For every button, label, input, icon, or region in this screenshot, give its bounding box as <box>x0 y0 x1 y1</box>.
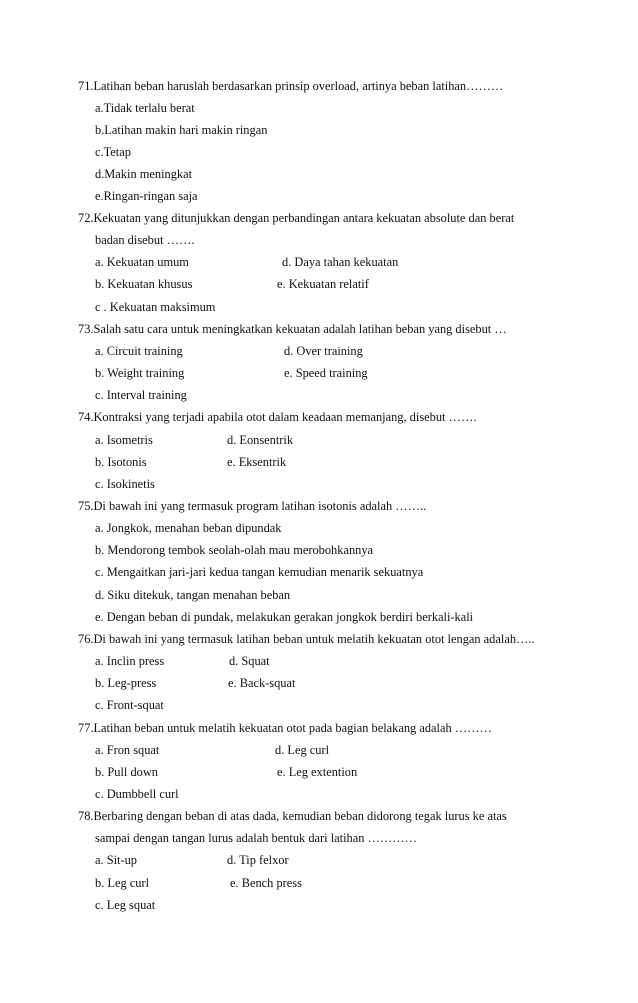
option-76c: c. Front-squat <box>95 698 164 712</box>
option-72e: e. Kekuatan relatif <box>277 277 369 291</box>
option-76b: b. Leg-press <box>95 676 157 690</box>
option-77e: e. Leg extention <box>277 765 358 779</box>
option-78b: b. Leg curl <box>95 876 150 890</box>
option-74a: a. Isometris <box>95 433 153 447</box>
option-72b: b. Kekuatan khusus <box>95 277 193 291</box>
option-75d: d. Siku ditekuk, tangan menahan beban <box>95 588 291 602</box>
question-75: 75.Di bawah ini yang termasuk program latihan isotonis adalah …….. <box>78 499 427 513</box>
option-71d: d.Makin meningkat <box>95 167 193 181</box>
option-78d: d. Tip felxor <box>227 853 289 867</box>
option-72d: d. Daya tahan kekuatan <box>282 255 399 269</box>
question-76: 76.Di bawah ini yang termasuk latihan beban untuk melatih kekuatan otot lengan adalah….. <box>78 632 535 646</box>
option-73c: c. Interval training <box>95 388 187 402</box>
option-73d: d. Over training <box>284 344 363 358</box>
option-77d: d. Leg curl <box>275 743 330 757</box>
option-71c: c.Tetap <box>95 145 131 159</box>
option-75a: a. Jongkok, menahan beban dipundak <box>95 521 282 535</box>
question-72-cont: badan disebut ……. <box>95 233 195 247</box>
question-78-cont: sampai dengan tangan lurus adalah bentuk dari latihan ………… <box>95 831 418 845</box>
option-73a: a. Circuit training <box>95 344 183 358</box>
question-73: 73.Salah satu cara untuk meningkatkan kekuatan adalah latihan beban yang disebut … <box>78 322 507 336</box>
option-73b: b. Weight training <box>95 366 185 380</box>
option-71e: e.Ringan-ringan saja <box>95 189 198 203</box>
option-77c: c. Dumbbell curl <box>95 787 179 801</box>
question-77: 77.Latihan beban untuk melatih kekuatan otot pada bagian belakang adalah ……… <box>78 721 492 735</box>
option-73e: e. Speed training <box>284 366 368 380</box>
option-75c: c. Mengaitkan jari-jari kedua tangan kemudian menarik sekuatnya <box>95 565 424 579</box>
option-75b: b. Mendorong tembok seolah-olah mau merobohkannya <box>95 543 374 557</box>
option-77b: b. Pull down <box>95 765 158 779</box>
option-75e: e. Dengan beban di pundak, melakukan gerakan jongkok berdiri berkali-kali <box>95 610 474 624</box>
option-76e: e. Back-squat <box>228 676 296 690</box>
question-78: 78.Berbaring dengan beban di atas dada, kemudian beban didorong tegak lurus ke atas <box>78 809 507 823</box>
option-74c: c. Isokinetis <box>95 477 155 491</box>
question-71: 71.Latihan beban haruslah berdasarkan prinsip overload, artinya beban latihan……… <box>78 79 504 93</box>
option-78c: c. Leg squat <box>95 898 156 912</box>
option-76d: d. Squat <box>229 654 270 668</box>
option-78a: a. Sit-up <box>95 853 137 867</box>
option-76a: a. Inclin press <box>95 654 165 668</box>
option-72c: c . Kekuatan maksimum <box>95 300 216 314</box>
option-74d: d. Eonsentrik <box>227 433 294 447</box>
option-78e: e. Bench press <box>230 876 302 890</box>
question-72: 72.Kekuatan yang ditunjukkan dengan perbandingan antara kekuatan absolute dan berat <box>78 211 515 225</box>
option-71a: a.Tidak terlalu berat <box>95 101 195 115</box>
question-74: 74.Kontraksi yang terjadi apabila otot dalam keadaan memanjang, disebut ……. <box>78 410 477 424</box>
option-77a: a. Fron squat <box>95 743 160 757</box>
option-74b: b. Isotonis <box>95 455 147 469</box>
option-71b: b.Latihan makin hari makin ringan <box>95 123 268 137</box>
option-74e: e. Eksentrik <box>227 455 287 469</box>
option-72a: a. Kekuatan umum <box>95 255 189 269</box>
